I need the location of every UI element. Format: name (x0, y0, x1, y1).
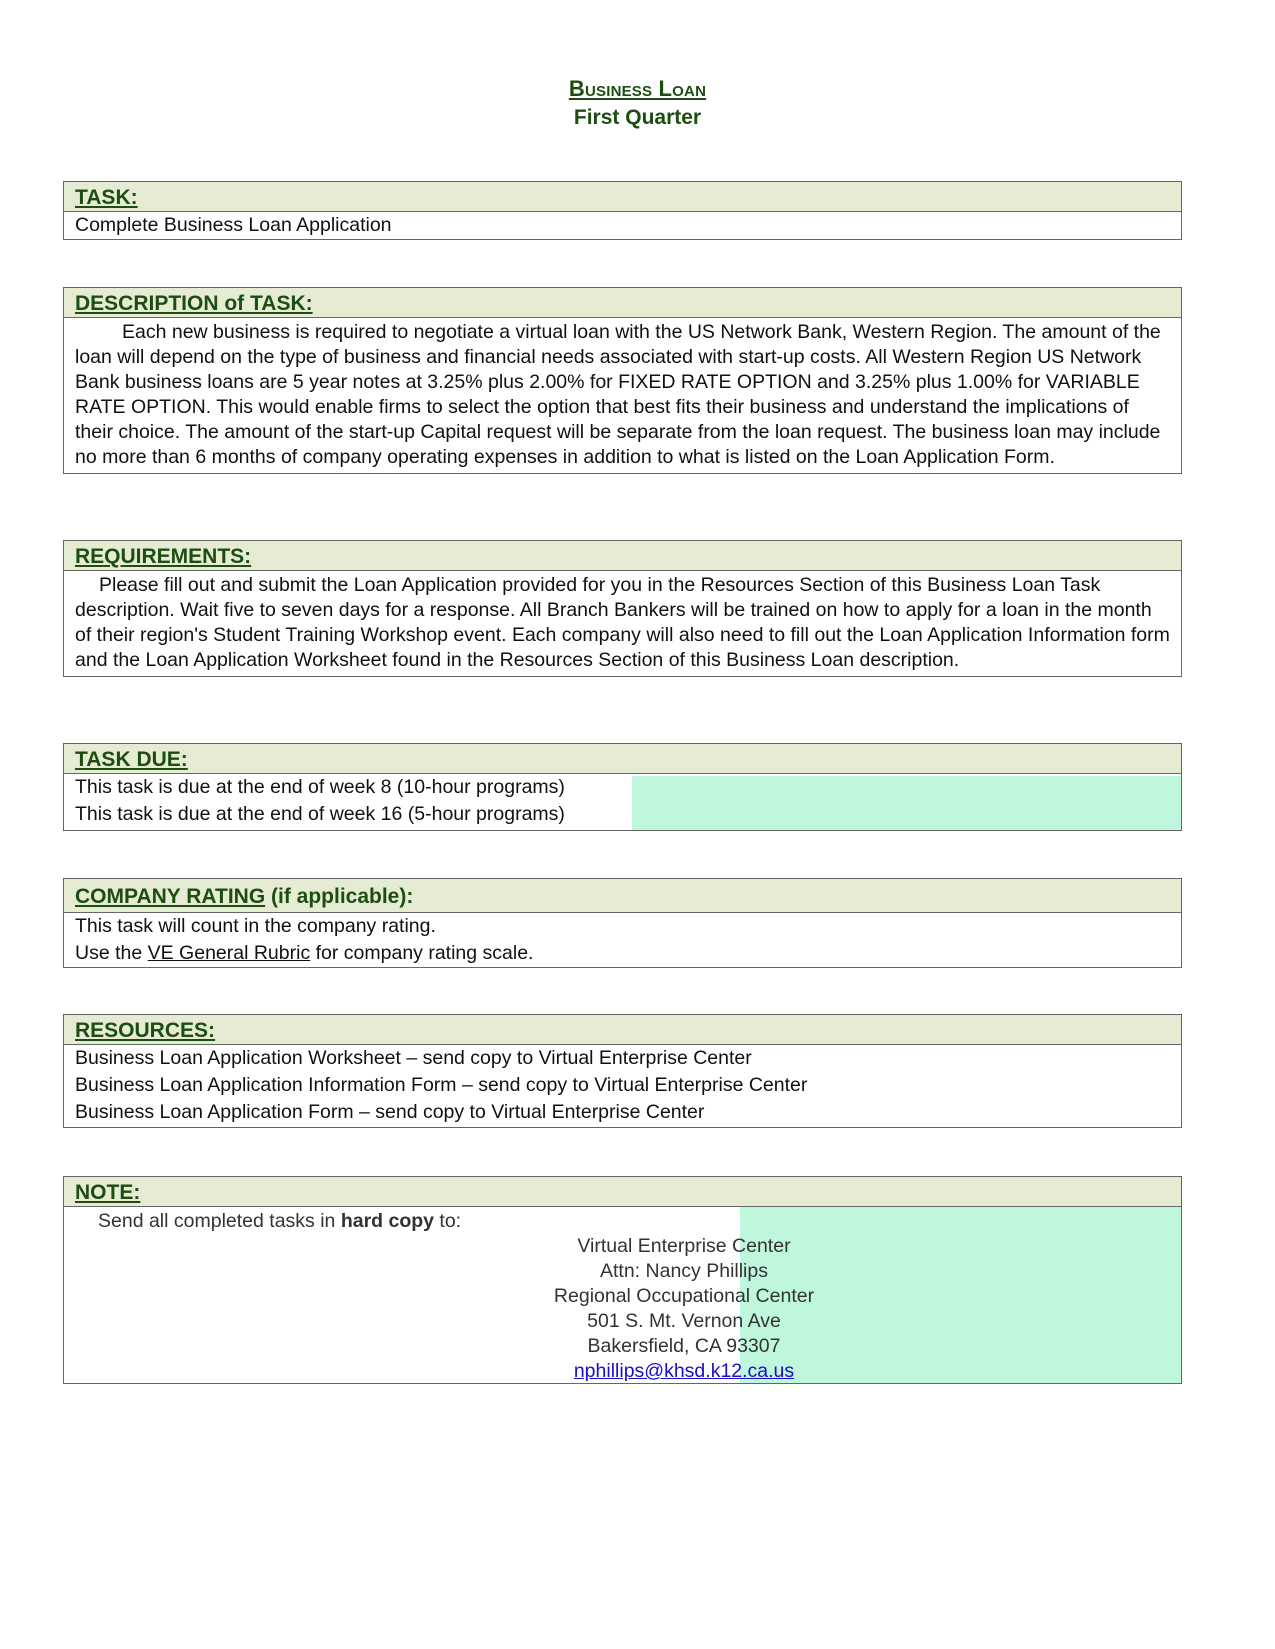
task-section (63, 181, 1182, 240)
company-rating-line (75, 940, 1170, 967)
address-line: Virtual Enterprise Center (577, 1235, 791, 1257)
resources-body (64, 1045, 1181, 1127)
section-heading (64, 541, 1181, 571)
note-body (64, 1207, 1181, 1383)
note-intro-suffix: to: (434, 1210, 462, 1232)
requirements-heading: REQUIREMENTS: (75, 545, 252, 568)
company-rating-line: This task will count in the company rating. (75, 915, 436, 937)
address-line: Attn: Nancy Phillips (600, 1260, 768, 1282)
note-intro-bold: hard copy (340, 1210, 434, 1232)
task-due-line: This task is due at the end of week 8 (10-hour programs) (75, 776, 565, 798)
description-body (64, 318, 1181, 473)
address-line: 501 S. Mt. Vernon Ave (587, 1310, 781, 1332)
mailing-address (64, 1234, 1275, 1384)
company-rating-section (63, 878, 1182, 968)
document-title: Business Loan (568, 76, 707, 101)
description-text: Each new business is required to negotiate a virtual loan with the US Network Bank, Western Region. The amount of the loan will depend on the type of business and financial needs associated with start-up costs. All Western Region US Network Bank business loans are 5 year notes at 3.25% plus 2.00% for FIXED RATE OPTION and 3.25% plus 1.00% for VARIABLE RATE OPTION. This would enable firms to select the option that best fits their business and understand the implications of their choice. The amount of the start-up Capital request will be separate from the loan request. The business loan may include no more than 6 months of company operating expenses in addition to what is listed on the Loan Application Form. (75, 321, 1161, 468)
note-section (63, 1176, 1182, 1384)
section-heading (64, 1015, 1181, 1045)
task-text: Complete Business Loan Application (75, 214, 392, 236)
resource-item: Business Loan Application Worksheet – send copy to Virtual Enterprise Center (75, 1047, 752, 1069)
task-due-body (64, 774, 1181, 830)
description-heading: DESCRIPTION of TASK: (75, 292, 313, 315)
rubric-suffix: for company rating scale. (310, 942, 534, 964)
section-heading (64, 288, 1181, 318)
ve-general-rubric-link[interactable]: VE General Rubric (147, 942, 311, 964)
address-line: Bakersfield, CA 93307 (587, 1335, 781, 1357)
section-heading (64, 879, 1181, 913)
section-heading (64, 182, 1181, 212)
requirements-section (63, 540, 1182, 677)
task-due-heading: TASK DUE: (75, 748, 188, 771)
resource-item: Business Loan Application Information Form – send copy to Virtual Enterprise Center (75, 1074, 808, 1096)
resources-heading: RESOURCES: (75, 1019, 216, 1042)
company-rating-body (64, 913, 1181, 967)
task-heading: TASK: (75, 186, 138, 209)
section-heading (64, 1177, 1181, 1207)
note-intro (98, 1209, 461, 1234)
resource-item: Business Loan Application Form – send copy to Virtual Enterprise Center (75, 1101, 705, 1123)
requirements-body (64, 571, 1181, 676)
document-header (0, 76, 1275, 130)
note-heading: NOTE: (75, 1181, 141, 1204)
rubric-prefix: Use the (75, 942, 148, 964)
company-rating-heading-suffix: (if applicable): (265, 885, 414, 908)
task-due-section (63, 743, 1182, 831)
task-due-line: This task is due at the end of week 16 (5-hour programs) (75, 803, 565, 825)
company-rating-heading: COMPANY RATING (75, 885, 266, 908)
resources-section (63, 1014, 1182, 1128)
document-subtitle: First Quarter (573, 106, 702, 129)
description-section (63, 287, 1182, 474)
section-heading (64, 744, 1181, 774)
requirements-text: Please fill out and submit the Loan Application provided for you in the Resources Section of this Business Loan Task description. Wait five to seven days for a response. All Branch Bankers will be trained on how to apply for a loan in the month of their region's Student Training Workshop event. Each company will also need to fill out the Loan Application Information form and the Loan Application Worksheet found in the Resources Section of this Business Loan description. (75, 574, 1170, 671)
note-intro-prefix: Send all completed tasks in (98, 1210, 341, 1232)
address-line: Regional Occupational Center (553, 1285, 815, 1307)
task-body (64, 212, 1181, 239)
email-link[interactable]: nphillips@khsd.k12.ca.us (573, 1360, 795, 1382)
